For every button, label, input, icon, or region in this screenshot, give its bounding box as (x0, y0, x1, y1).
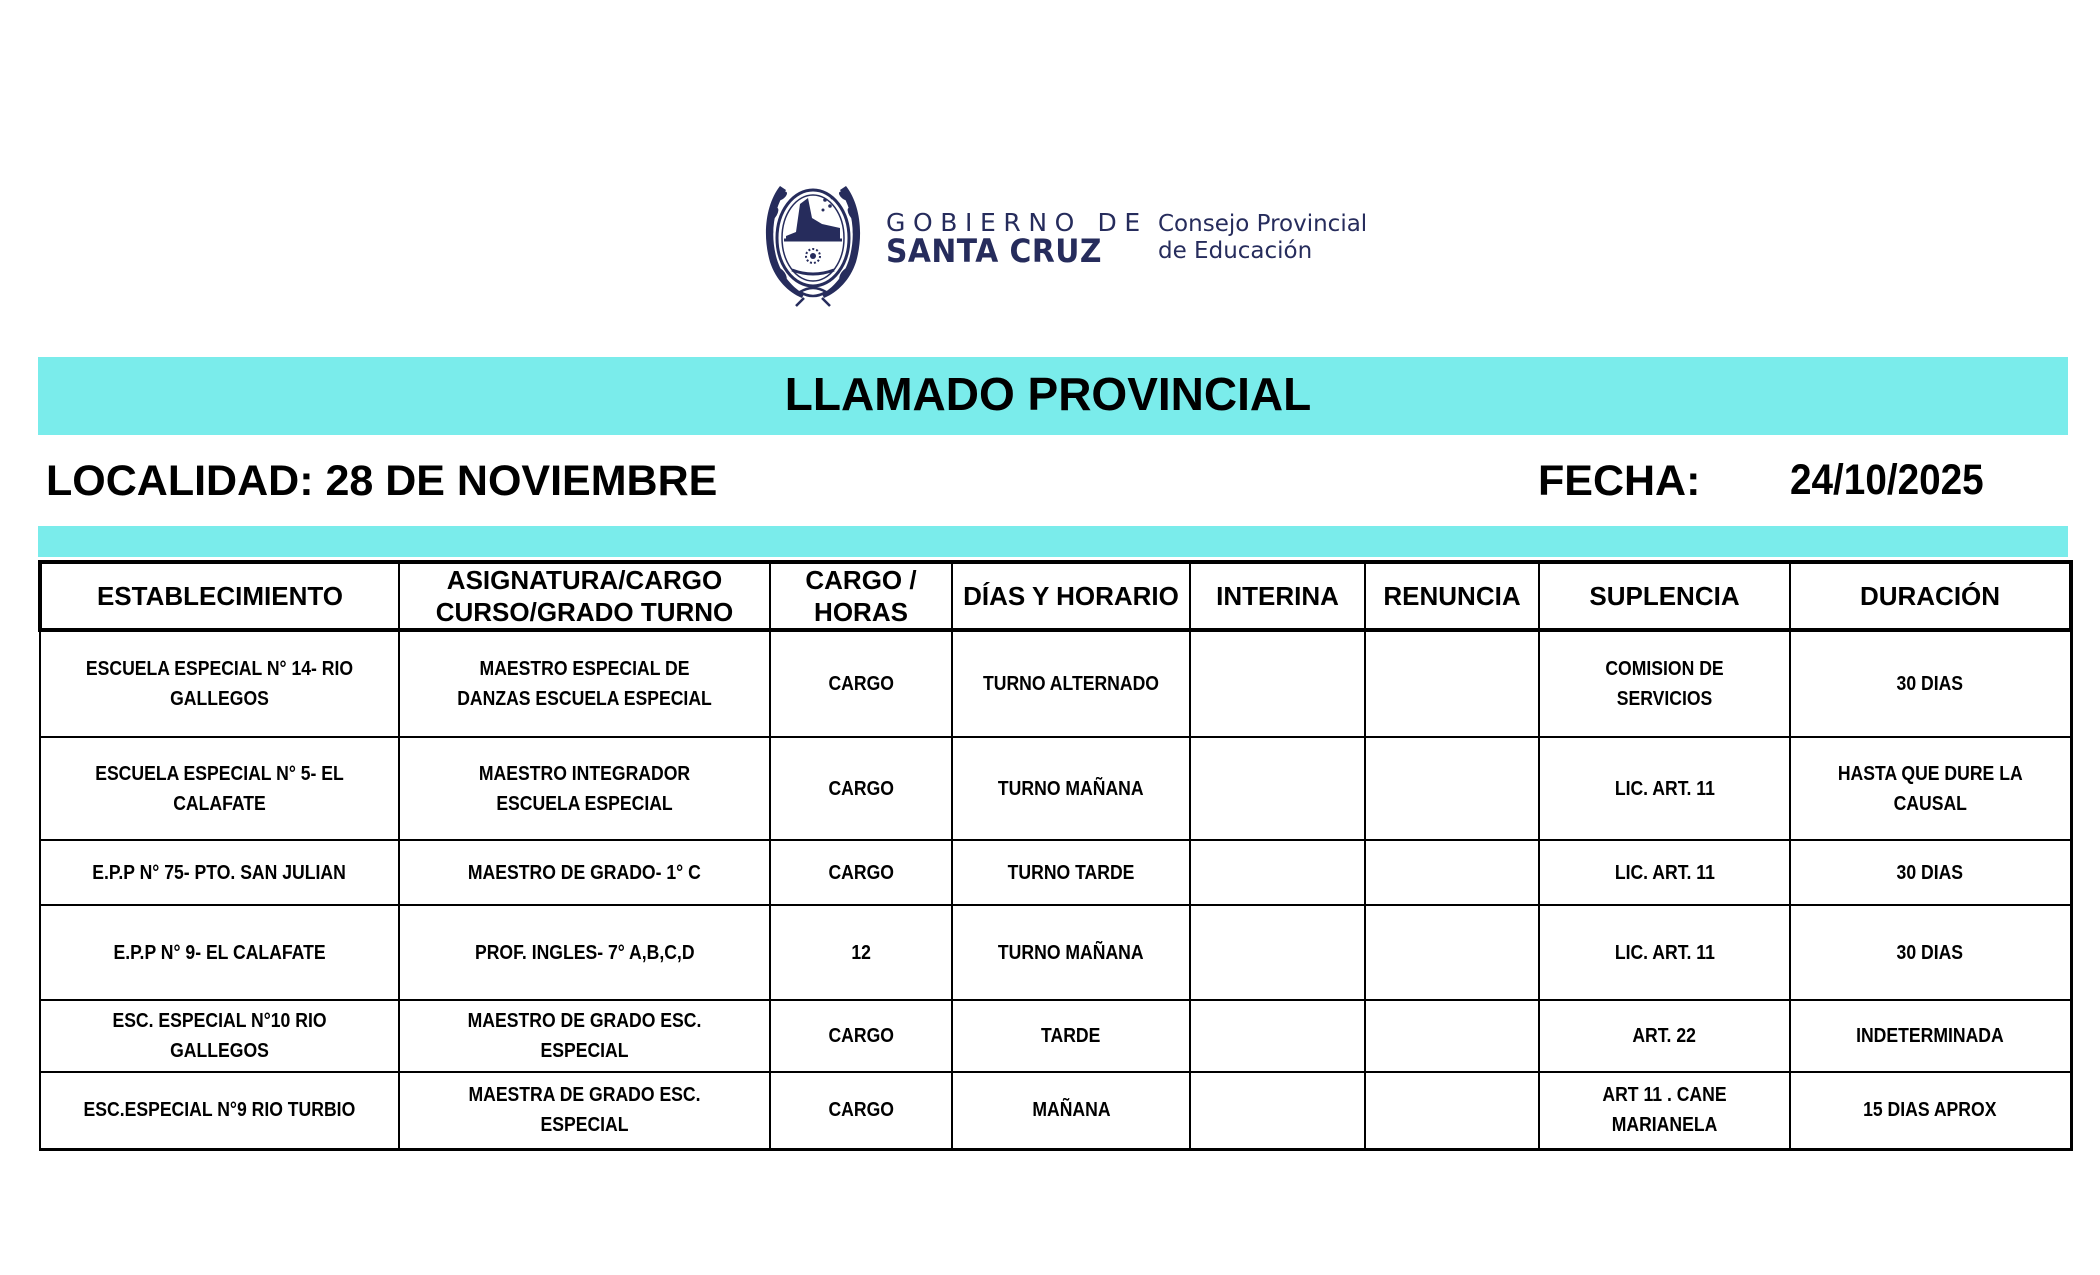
col-header-cargo-horas: CARGO / HORAS (770, 562, 952, 630)
table-row (40, 905, 2071, 1000)
cell-establecimiento (40, 737, 399, 840)
cell-text: ESCUELA ESPECIAL N° 5- EL CALAFATE (95, 762, 344, 815)
fecha-value: 24/10/2025 (1790, 456, 1984, 504)
cell-text: 30 DIAS (1896, 941, 1964, 964)
cell-dias-horario (952, 1072, 1190, 1149)
col-header-interina: INTERINA (1190, 562, 1365, 630)
cell-text: CARGO (828, 861, 894, 884)
cell-text: LIC. ART. 11 (1614, 777, 1715, 800)
cell-text: LIC. ART. 11 (1614, 861, 1715, 884)
cell-asignatura (399, 630, 770, 737)
cell-text: TURNO MAÑANA (998, 941, 1144, 964)
logo-consejo-provincial (1158, 211, 1367, 265)
cell-interina (1190, 1000, 1365, 1072)
cell-establecimiento (40, 630, 399, 737)
table-header-row (40, 562, 2071, 630)
cell-text: ESC. ESPECIAL N°10 RIO GALLEGOS (112, 1010, 327, 1062)
cell-text: 12 (851, 941, 871, 964)
cell-interina (1190, 905, 1365, 1000)
cell-text: TURNO MAÑANA (998, 777, 1144, 800)
cell-cargo-horas (770, 737, 952, 840)
vacancies-table (38, 560, 2073, 1151)
cell-cargo-horas (770, 1000, 952, 1072)
cell-text: MAÑANA (1031, 1099, 1111, 1122)
col-header-duracion: DURACIÓN (1790, 562, 2071, 630)
cell-text: MAESTRO INTEGRADOR ESCUELA ESPECIAL (478, 762, 691, 815)
cell-suplencia (1539, 737, 1790, 840)
cell-renuncia (1365, 840, 1539, 905)
logo-gobierno-de: GOBIERNO DE (886, 208, 1148, 237)
table-row (40, 1072, 2071, 1149)
cell-establecimiento (40, 1072, 399, 1149)
cell-text: ART. 22 (1632, 1025, 1697, 1047)
logo-org-line1: Consejo Provincial (1158, 211, 1368, 237)
cell-text: CARGO (828, 777, 894, 800)
cell-text: ART 11 . CANE MARIANELA (1602, 1084, 1727, 1137)
cell-asignatura (399, 840, 770, 905)
localidad-label: LOCALIDAD: 28 DE NOVIEMBRE (46, 457, 718, 505)
cell-cargo-horas (770, 840, 952, 905)
col-header-suplencia: SUPLENCIA (1539, 562, 1790, 630)
cell-duracion (1790, 1072, 2071, 1149)
cell-text: 30 DIAS (1896, 861, 1964, 884)
cell-text: 30 DIAS (1896, 673, 1964, 695)
logo-santa-cruz: SANTA CRUZ (886, 232, 1102, 270)
cell-suplencia (1539, 630, 1790, 737)
cell-duracion (1790, 1000, 2071, 1072)
cell-asignatura (399, 1000, 770, 1072)
table-row (40, 1000, 2071, 1072)
cell-establecimiento (40, 1000, 399, 1072)
cell-establecimiento (40, 905, 399, 1000)
col-header-renuncia: RENUNCIA (1365, 562, 1539, 630)
cell-text: LIC. ART. 11 (1614, 941, 1715, 964)
cell-text: MAESTRO ESPECIAL DE DANZAS ESCUELA ESPECIAL (457, 658, 712, 710)
cell-cargo-horas (770, 905, 952, 1000)
page-title (0, 364, 2100, 424)
cell-interina (1190, 1072, 1365, 1149)
cell-text: TURNO ALTERNADO (982, 673, 1159, 695)
cell-renuncia (1365, 905, 1539, 1000)
cell-dias-horario (952, 840, 1190, 905)
cell-cargo-horas (770, 1072, 952, 1149)
cell-text: TARDE (1041, 1025, 1101, 1047)
cell-asignatura (399, 737, 770, 840)
cell-suplencia (1539, 840, 1790, 905)
cell-duracion (1790, 737, 2071, 840)
coat-of-arms-icon (760, 174, 866, 308)
cell-text: E.P.P N° 75- PTO. SAN JULIAN (92, 861, 347, 884)
cell-text: HASTA QUE DURE LA CAUSAL (1837, 762, 2023, 815)
sub-band (38, 526, 2068, 557)
cell-text: COMISION DE SERVICIOS (1605, 658, 1724, 710)
cell-suplencia (1539, 1072, 1790, 1149)
fecha-label: FECHA: (1538, 457, 1701, 505)
cell-text: ESC.ESPECIAL N°9 RIO TURBIO (83, 1099, 356, 1122)
cell-text: 15 DIAS APROX (1863, 1099, 1997, 1122)
col-header-dias-horario: DÍAS Y HORARIO (952, 562, 1190, 630)
cell-interina (1190, 737, 1365, 840)
cell-interina (1190, 630, 1365, 737)
cell-cargo-horas (770, 630, 952, 737)
cell-interina (1190, 840, 1365, 905)
cell-asignatura (399, 1072, 770, 1149)
cell-text: CARGO (828, 1025, 894, 1047)
cell-text: ESCUELA ESPECIAL N° 14- RIO GALLEGOS (85, 658, 354, 710)
cell-establecimiento (40, 840, 399, 905)
cell-text: INDETERMINADA (1856, 1025, 2005, 1047)
cell-dias-horario (952, 737, 1190, 840)
cell-text: CARGO (828, 1099, 894, 1122)
cell-text: MAESTRO DE GRADO ESC. ESPECIAL (467, 1010, 702, 1062)
table-row (40, 840, 2071, 905)
cell-suplencia (1539, 905, 1790, 1000)
col-header-asignatura: ASIGNATURA/CARGO CURSO/GRADO TURNO (399, 562, 770, 630)
cell-text: PROF. INGLES- 7° A,B,C,D (474, 941, 695, 964)
cell-text: E.P.P N° 9- EL CALAFATE (113, 941, 326, 964)
page-title-text: LLAMADO PROVINCIAL (784, 368, 1312, 420)
cell-renuncia (1365, 630, 1539, 737)
col-header-establecimiento: ESTABLECIMIENTO (40, 562, 399, 630)
cell-dias-horario (952, 630, 1190, 737)
cell-dias-horario (952, 1000, 1190, 1072)
cell-duracion (1790, 905, 2071, 1000)
cell-dias-horario (952, 905, 1190, 1000)
logo-org-line2: de Educación (1158, 238, 1313, 264)
table-row (40, 630, 2071, 737)
cell-renuncia (1365, 1000, 1539, 1072)
cell-text: MAESTRA DE GRADO ESC. ESPECIAL (468, 1084, 701, 1137)
cell-renuncia (1365, 1072, 1539, 1149)
table-row (40, 737, 2071, 840)
cell-text: CARGO (828, 673, 894, 695)
cell-renuncia (1365, 737, 1539, 840)
cell-suplencia (1539, 1000, 1790, 1072)
cell-text: MAESTRO DE GRADO- 1° C (468, 861, 701, 884)
cell-text: TURNO TARDE (1007, 861, 1135, 884)
cell-duracion (1790, 630, 2071, 737)
cell-asignatura (399, 905, 770, 1000)
cell-duracion (1790, 840, 2071, 905)
